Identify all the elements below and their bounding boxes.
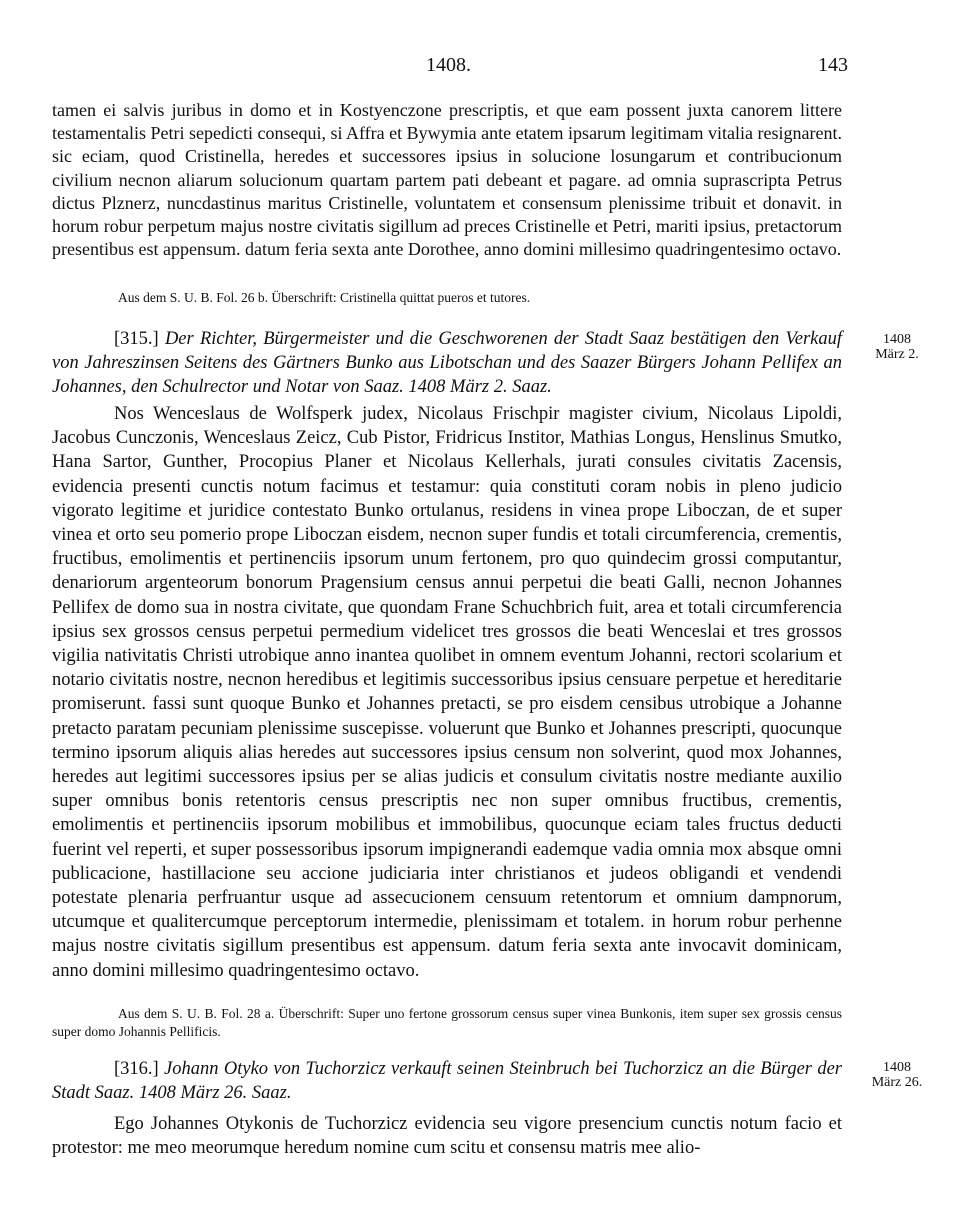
header-year: 1408. <box>426 54 471 76</box>
doc-315-summary-text: Der Richter, Bürgermeister und die Geschworenen der Stadt Saaz bestätigen den Verkauf von Jahreszinsen Seitens des Gärtners Bunko aus Libotschan und des Saazer Bürgers Johann Pellifex an Johannes, den Schulrector und Notar von Saaz. 1408 März 2. Saaz. <box>52 329 842 398</box>
doc-315-text: Nos Wenceslaus de Wolfsperk judex, Nicolaus Frischpir magister civium, Nicolaus Lipoldi, Jacobus Cunczonis, Wenceslaus Zeicz, Cub Pistor, Fridricus Institor, Mathias Longus, Henslinus Smutko, Hana Sartor, Gunther, Procopius Planer et Nicolaus Kellerhals, jurati consules civitatis Zacensis, evidencia presenti cunctis notum facimus et testamur: quia constituti coram nobis in pleno judicio vigorato legitime et juridice contestato Bunko ortulanus, residens in vinea prope Liboczan, de et super vinea et orto seu pomerio prope Liboczan eisdem, necnon super fundis et totali circumferencia, crementis, fructibus, emolimentis et pertinenciis ipsorum unum fertonem, pro quo quindecim grossi computantur, denariorum argenteorum bonorum Pragensium census annui perpetui die beati Galli, necnon Johannes Pellifex de domo sua in nostra civitate, que quondam Frane Schuchbrich fuit, area et totali circumferencia ipsius sex grossos census perpetui permedium videlicet tres grossos die beati Wenceslai et tres grossos vigilia nativitatis Christi utrobique anno inantea quolibet in omnem eventum Johanni, rectori scolarium et notario civitatis nostre, necnon heredibus et legitimis successoribus ipsius censuare perpetue et hereditarie promiserunt. fassi sunt quoque Bunko et Johannes pretacti, se pro eisdem censibus utrobique a Johanne pretacto paratam pecuniam plenissime suscepisse. voluerunt que Bunko et Johannes prescripti, quocunque termino ipsorum aliquis alias heredes aut successores ipsius censum non solverint, quod mox Johannes, heredes aut legitimi successores ipsius per se alias judicis et consulum civitatis nostre mediante auxilio super omnibus bonis retentoris census prescriptis nec non super omnibus fructibus, crementis, emolimentis et pertinenciis ipsorum mobilibus et immobilibus, quocunque eciam tales fructus deducti fuerint vel reperti, et super possessoribus ipsorum impignerandi eademque vadia omnia mox absque omni publicacione, hastillacione seu accione judiciaria inter christianos et judeos obligandi et vendendi potestate plenaria perfruantur usque ad assecucionem censuum retentorum et omnium dampnorum, utcumque et qualitercumque perceptorum intermedie, plenissimam et totalem. in horum robur perhenne majus nostre civitatis sigillum presentibus est appensum. datum feria sexta ante invocavit dominicam, anno domini millesimo quadringentesimo octavo. <box>52 404 842 981</box>
doc-316-summary <box>52 1057 842 1105</box>
doc-315-source-note: Aus dem S. U. B. Fol. 28 a. Überschrift: Super uno fertone grossorum census super vinea Bunkonis, item super sex grossis census super domo Johannis Pellificis. <box>52 1006 842 1039</box>
doc-316-margin-year: 1408 <box>883 1060 911 1075</box>
doc-315-number: [315.] <box>114 329 159 349</box>
source-note-top: Aus dem S. U. B. Fol. 26 b. Überschrift: Cristinella quittat pueros et tutores. <box>118 290 531 305</box>
doc-316-number: [316.] <box>114 1059 159 1079</box>
doc-316-text: Ego Johannes Otykonis de Tuchorzicz evidencia seu vigore presencium cunctis notum facio et protestor: me meo meorumque heredum nomine cum scitu et consensu matris mee alio- <box>52 1114 842 1159</box>
doc-315-margin-day: März 2. <box>875 347 919 362</box>
doc-315-summary <box>52 327 842 400</box>
doc-316-margin-date <box>862 1060 932 1090</box>
continued-paragraph: tamen ei salvis juribus in domo et in Kostyenczone prescriptis, et que eam possent juxta canorem littere testamentalis Petri sepedicti consequi, si Affra et Bywymia ante etatem ipsarum legitimam vitalia resignarent. sic eciam, quod Cristinella, heredes et successores ipsius in solucione losungarum et contribucionum civilium necnon aliarum solucionum quartam partem pati debeant et pagare. ad omnia suprascripta Petrus dictus Plznerz, nuncdastinus maritus Cristinelle, voluntatem et consensum plenissime tribuit et donavit. in horum robur perpetum majus nostre civitatis sigillum ad preces Cristinelle et Petri, mariti ipsius, pretactorum presentibus est appensum. datum feria sexta ante Dorothee, anno domini millesimo quadringentesimo octavo. <box>52 100 842 260</box>
page-number: 143 <box>818 54 848 76</box>
doc-315-margin-year: 1408 <box>883 332 911 347</box>
doc-316-summary-text: Johann Otyko von Tuchorzicz verkauft seinen Steinbruch bei Tuchorzicz an die Bürger der Stadt Saaz. 1408 März 26. Saaz. <box>52 1059 842 1104</box>
page-header <box>0 54 960 84</box>
doc-315-margin-date <box>862 332 932 362</box>
doc-316-margin-day: März 26. <box>871 1075 923 1090</box>
